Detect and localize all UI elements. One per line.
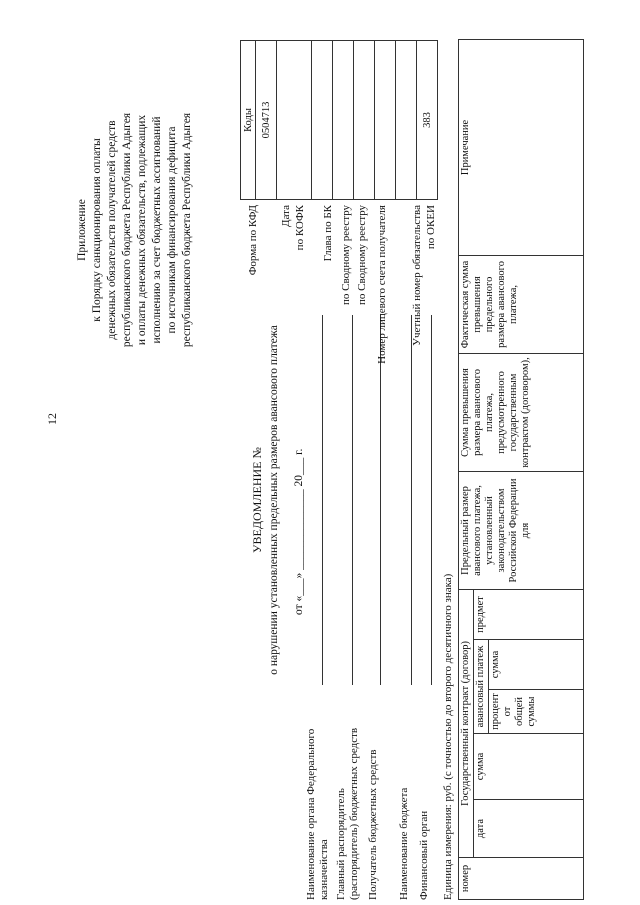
okei-label: по ОКЕИ [425,205,437,250]
account-label: Номер лицевого счета получателя [376,205,388,364]
uchet-label: Учетный номер обязательства [411,205,423,346]
svod-reestr-label-2: по Сводному реестру [356,205,368,305]
budget-field[interactable] [411,315,412,685]
col-adv-sum-header: сумма [489,640,584,690]
col-date-header: дата [474,800,584,858]
glava-bk-label: Глава по БК [322,205,334,262]
page-number: 12 [45,413,59,425]
codes-table [240,40,438,200]
svod1-code-cell[interactable] [333,41,354,200]
notice-title: УВЕДОМЛЕНИЕ № [250,447,264,553]
appendix-line: исполнению за счет бюджетных ассигнований [151,116,163,344]
col-limit-header: Предельный размер авансового платежа, установленный законодательством Российской Федерации для [459,471,584,589]
notice-date: от «___» ______________ 20___ г. [293,448,305,615]
col-number-header: номер [459,858,584,900]
main-table [458,39,584,900]
recipient-field[interactable] [380,315,381,685]
advance-group-header: авансовый платеж [474,640,489,734]
appendix-line: республиканского бюджета Республики Адыгея [121,112,133,348]
form-code-cell: 0504713 [256,41,277,200]
appendix-line: денежных обязательств получателей средств [106,120,118,340]
svod-reestr-label-1: по Сводному реестру [340,205,352,305]
notice-subtitle: о нарушении установленных предельных размеров авансового платежа [268,325,280,675]
col-sum-header: сумма [474,734,584,800]
appendix-line: и оплаты денежных обязательств, подлежащих [136,114,148,346]
appendix-line: республиканского бюджета Республики Адыгея [181,112,193,348]
appendix-line: к Порядку санкционирования оплаты [91,138,103,322]
manager-field[interactable] [352,315,353,685]
form-kfd-label: Форма по КФД [247,205,259,276]
svod2-code-cell[interactable] [354,41,375,200]
col-subject-header: предмет [474,589,584,639]
glava-code-cell[interactable] [312,41,333,200]
fin-org-label: Финансовый орган [418,810,430,900]
account-code-cell[interactable] [375,41,396,200]
date-label: Дата [280,205,292,227]
manager-label: Главный распорядитель (распорядитель) бюджетных средств [335,727,360,900]
treasury-field[interactable] [322,315,323,685]
units-note: Единица измерения: руб. (с точностью до второго десятичного знака) [442,573,454,900]
date-code-cell[interactable] [277,41,312,200]
appendix-block [75,25,195,435]
okei-code-cell: 383 [417,41,438,200]
treasury-label: Наименование органа Федерального казначейства [305,728,330,900]
uchet-code-cell[interactable] [396,41,417,200]
fin-org-field[interactable] [431,315,432,685]
col-actual-header: Фактическая сумма превышения предельного размера авансового платежа, [459,255,584,353]
col-excess-header: Сумма превышения размера авансового платежа, предусмотренного государственным контрактом (договором), [459,353,584,471]
budget-label: Наименование бюджета [398,787,410,900]
appendix-line: по источникам финансирования дефицита [166,126,178,334]
appendix-line: Приложение [76,199,88,261]
col-percent-header: процент от общей суммы [489,690,584,734]
recipient-label: Получатель бюджетных средств [367,749,379,900]
codes-header: Коды [241,41,256,200]
col-note-header: Примечание [459,39,584,255]
kofk-label: по КОФК [294,205,306,251]
contract-group-header: Государственный контракт (договор) [459,589,474,857]
